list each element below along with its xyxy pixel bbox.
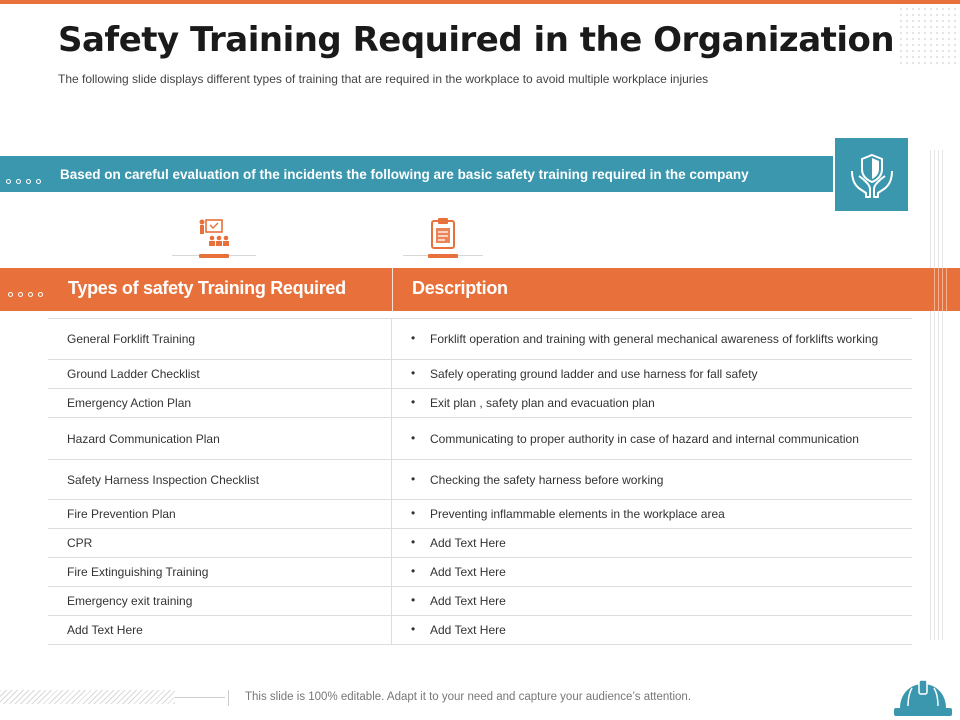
table-row: [48, 389, 912, 418]
description-text: Checking the safety harness before working: [430, 472, 664, 487]
footer-separator: [228, 690, 229, 706]
description-text: Communicating to proper authority in case of hazard and internal communication: [430, 431, 859, 446]
shield-hands-icon-svg: [846, 149, 898, 201]
bullet: •: [411, 564, 416, 578]
header-training-type: Types of safety Training Required: [68, 278, 346, 298]
training-name: Add Text Here: [48, 616, 392, 644]
summary-banner: [0, 156, 833, 192]
footer-rule: [175, 697, 225, 698]
training-description: [392, 593, 912, 609]
training-name: Safety Harness Inspection Checklist: [48, 460, 392, 499]
training-description: [392, 331, 912, 347]
description-text: Add Text Here: [430, 536, 506, 550]
bullet: •: [411, 471, 416, 486]
icon-tab-left: [199, 254, 229, 258]
training-name: Emergency Action Plan: [48, 389, 392, 417]
training-name: Emergency exit training: [48, 587, 392, 615]
icon-tab-right: [428, 254, 458, 258]
description-text: Add Text Here: [430, 594, 506, 608]
training-name: General Forklift Training: [48, 319, 392, 359]
table-row: [48, 587, 912, 616]
training-description: [392, 622, 912, 638]
table-row: [48, 318, 912, 360]
page-subtitle: The following slide displays different types of training that are required in the workplace to avoid multiple workplace injuries: [58, 72, 709, 86]
banner-dots: [6, 179, 41, 184]
bullet: •: [411, 331, 416, 345]
training-description: [392, 366, 912, 382]
description-text: Add Text Here: [430, 565, 506, 579]
training-presentation-icon: [196, 216, 232, 252]
training-name: Fire Prevention Plan: [48, 500, 392, 528]
training-description: [392, 506, 912, 522]
banner-text: Based on careful evaluation of the incidents the following are basic safety training required in the company: [60, 167, 749, 182]
training-name: CPR: [48, 529, 392, 557]
description-text: Add Text Here: [430, 623, 506, 637]
description-text: Preventing inflammable elements in the workplace area: [430, 507, 725, 521]
header-separator: [392, 268, 393, 311]
bullet: •: [411, 506, 416, 520]
page-title: Safety Training Required in the Organization: [58, 20, 895, 60]
clipboard-icon: [425, 216, 461, 252]
decorative-dot-grid: [898, 6, 960, 66]
bullet: •: [411, 395, 416, 409]
training-description: [392, 564, 912, 580]
footer-hatch-pattern: [0, 690, 175, 704]
top-accent-bar: [0, 0, 960, 4]
training-description: [392, 472, 912, 488]
shield-hands-icon: [835, 138, 908, 211]
training-name: Fire Extinguishing Training: [48, 558, 392, 586]
table-row: [48, 460, 912, 500]
table-row: [48, 558, 912, 587]
table-header: [0, 268, 960, 311]
table-row: [48, 500, 912, 529]
table-row: [48, 360, 912, 389]
bullet: •: [411, 366, 416, 380]
footer-note: This slide is 100% editable. Adapt it to your need and capture your audience’s attention.: [245, 691, 692, 703]
bullet: •: [411, 622, 416, 636]
training-description: [392, 431, 912, 447]
decorative-vertical-lines: [930, 150, 946, 640]
description-text: Forklift operation and training with general mechanical awareness of forklifts working: [430, 332, 879, 346]
description-text: Safely operating ground ladder and use harness for fall safety: [430, 367, 758, 381]
header-dots: [8, 292, 43, 297]
training-name: Ground Ladder Checklist: [48, 360, 392, 388]
table-row: [48, 616, 912, 645]
bullet: •: [411, 593, 416, 607]
bullet: •: [411, 430, 416, 445]
bullet: •: [411, 535, 416, 549]
header-stripes: [934, 268, 947, 311]
training-table-body: [48, 318, 912, 645]
hard-hat-icon: [892, 678, 954, 718]
table-row: [48, 529, 912, 558]
header-description: Description: [412, 278, 508, 298]
description-text: Exit plan , safety plan and evacuation plan: [430, 396, 655, 410]
table-row: [48, 418, 912, 460]
training-description: [392, 395, 912, 411]
training-description: [392, 535, 912, 551]
training-name: Hazard Communication Plan: [48, 418, 392, 459]
